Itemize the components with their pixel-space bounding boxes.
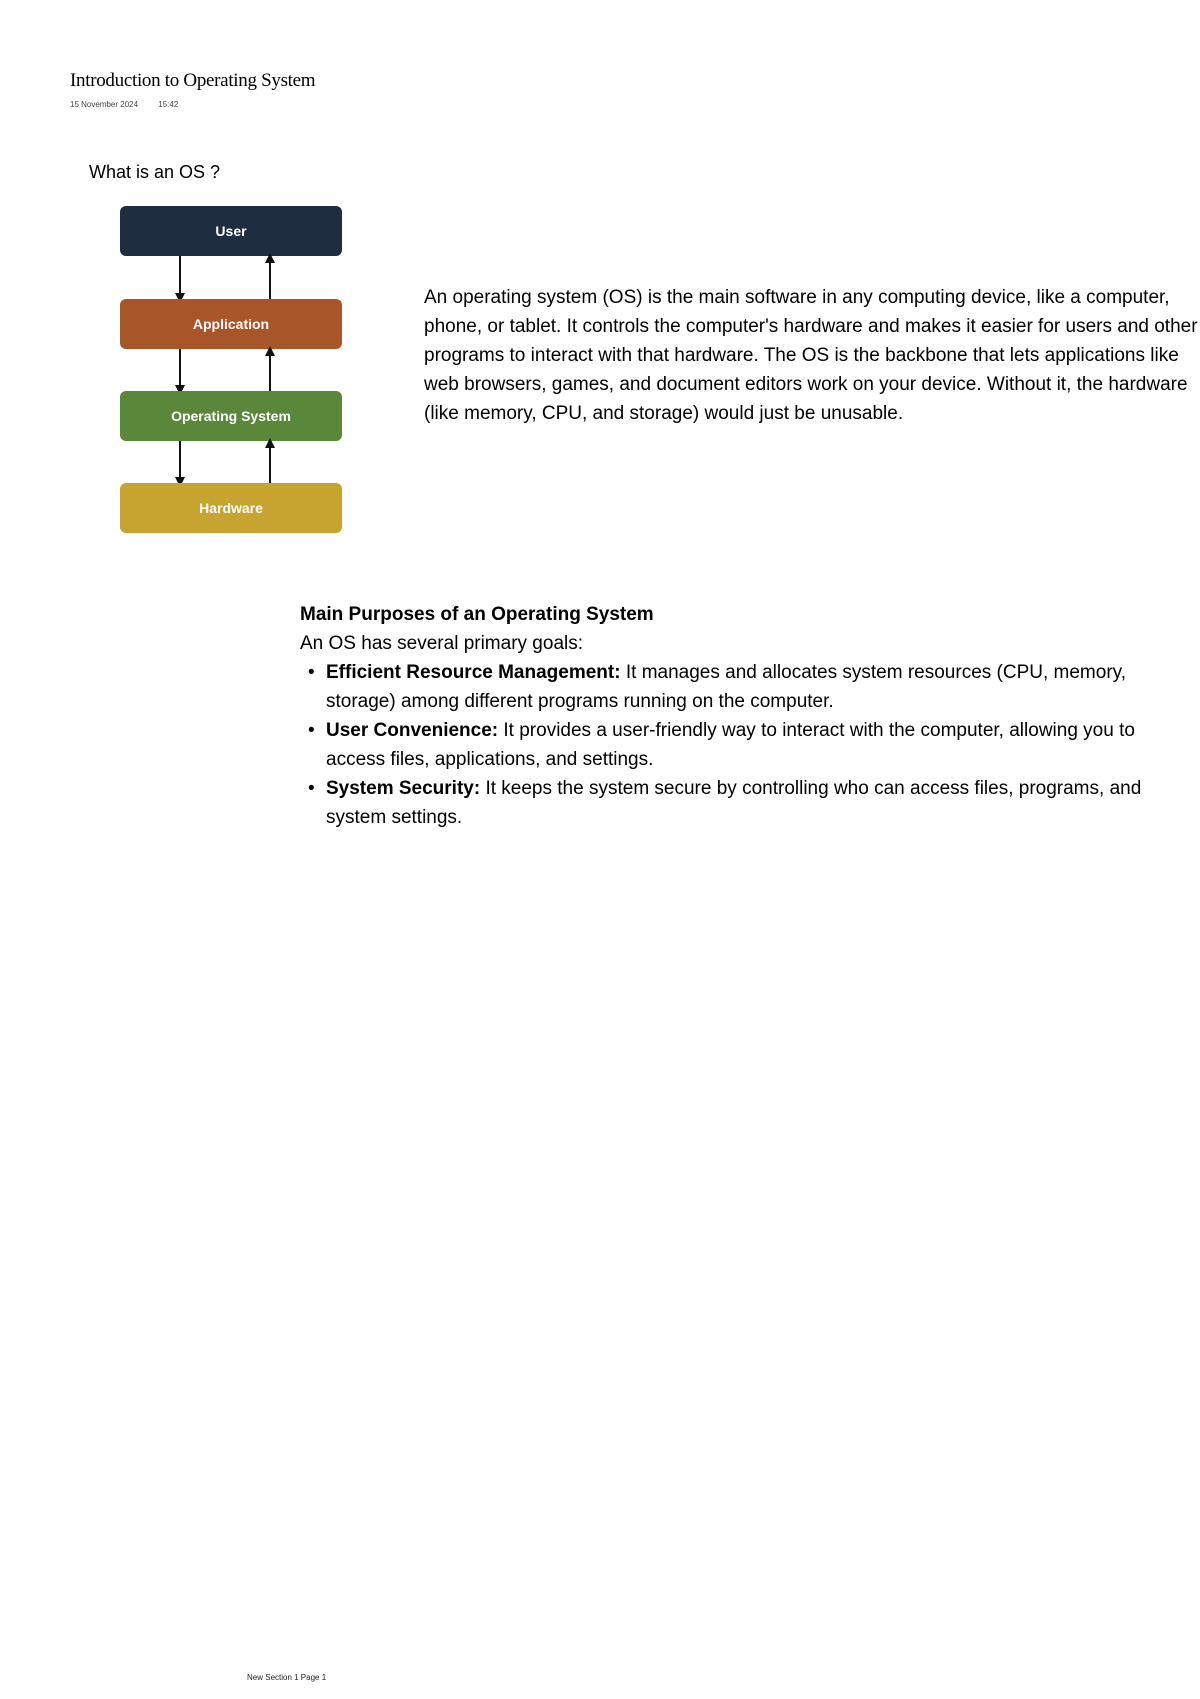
page-date: 15 November 2024 xyxy=(70,100,139,109)
list-item xyxy=(326,658,1150,716)
list-item-term: User Convenience: xyxy=(326,720,499,741)
purposes-list xyxy=(300,658,1150,832)
layer-label-hardware: Hardware xyxy=(199,500,263,516)
os-layers-diagram xyxy=(120,200,360,545)
list-item xyxy=(326,716,1150,774)
list-item-term: Efficient Resource Management: xyxy=(326,662,621,683)
list-item-term: System Security: xyxy=(326,778,481,799)
page-time: 15:42 xyxy=(158,100,179,109)
list-item-text: It provides a user-friendly way to interact with the computer, allowing you to access files, applications, and settings. xyxy=(326,720,1135,770)
section-heading: What is an OS ? xyxy=(89,162,221,182)
page-timestamp xyxy=(70,100,178,109)
purposes-section xyxy=(300,600,1150,832)
os-layers-diagram-svg xyxy=(120,200,360,545)
purposes-lead: An OS has several primary goals: xyxy=(300,633,584,654)
intro-paragraph: An operating system (OS) is the main software in any computing device, like a computer, phone, or tablet. It controls the computer's hardware and makes it easier for users and other programs to interact with that hardware. The OS is the backbone that lets applications like web browsers, games, and document editors work on your device. Without it, the hardware (like memory, CPU, and storage) would just be unusable. xyxy=(424,287,1198,424)
list-item-text: It keeps the system secure by controlling who can access files, programs, and system settings. xyxy=(326,778,1142,828)
purposes-heading: Main Purposes of an Operating System xyxy=(300,604,654,625)
layer-label-user: User xyxy=(215,223,247,239)
list-item xyxy=(326,774,1150,832)
layer-label-application: Application xyxy=(192,316,270,332)
list-item-text: It manages and allocates system resources (CPU, memory, storage) among different programs running on the computer. xyxy=(326,662,1127,712)
layer-label-operating-system: Operating System xyxy=(171,408,291,424)
page-footer: New Section 1 Page 1 xyxy=(247,1673,327,1682)
page-title: Introduction to Operating System xyxy=(70,70,316,91)
